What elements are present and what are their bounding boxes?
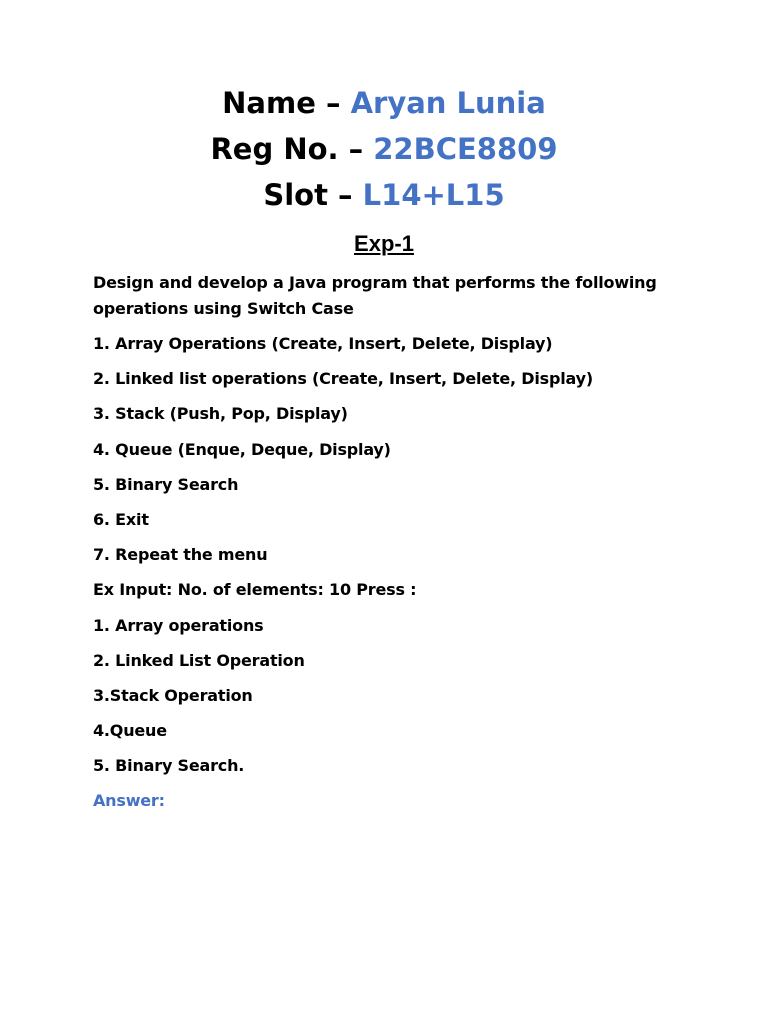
name-value: Aryan Lunia [350,86,546,120]
list-item: 6. Exit [93,509,149,529]
list-item: 4. Queue (Enque, Deque, Display) [93,439,391,459]
problem-statement [93,270,693,824]
header-block [0,80,768,218]
list-item: 2. Linked list operations (Create, Insert, Delete, Display) [93,369,593,389]
experiment-title: Exp-1 [354,231,414,256]
reg-line [0,126,768,172]
list-item: 1. Array operations [93,615,264,635]
list-item: 4.Queue [93,721,167,741]
list-item: 5. Binary Search. [93,756,245,776]
intro-line: operations using Switch Case [93,299,354,318]
list-item: 1. Array Operations (Create, Insert, Delete, Display) [93,334,553,353]
reg-label: Reg No. – [210,132,374,166]
list-item: 2. Linked List Operation [93,650,305,670]
list-item: 3.Stack Operation [93,685,253,705]
name-line [0,80,768,126]
intro-paragraph [93,270,693,322]
reg-value: 22BCE8809 [373,132,558,166]
list-item: 3. Stack (Push, Pop, Display) [93,404,348,424]
slot-label: Slot – [263,178,363,212]
example-input-line: Ex Input: No. of elements: 10 Press : [93,580,417,600]
list-item: 5. Binary Search [93,474,239,494]
list-item: 7. Repeat the menu [93,545,268,565]
answer-label: Answer: [93,791,165,811]
slot-value: L14+L15 [362,178,505,212]
name-label: Name – [222,86,351,120]
slot-line [0,172,768,218]
intro-line: Design and develop a Java program that performs the following [93,273,657,292]
